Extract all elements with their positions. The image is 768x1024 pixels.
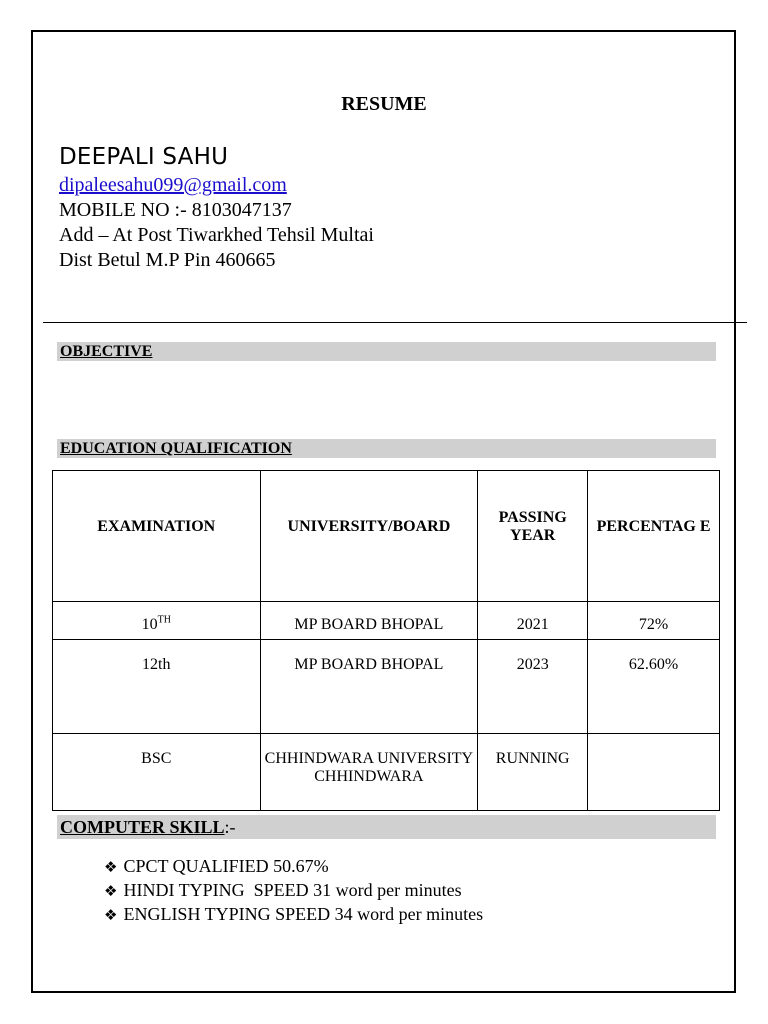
header-university-board: UNIVERSITY/BOARD — [260, 471, 478, 602]
email-link[interactable]: dipaleesahu099@gmail.com — [59, 174, 287, 196]
list-item — [104, 903, 483, 927]
cell-year: RUNNING — [478, 734, 588, 811]
cell-board: MP BOARD BHOPAL — [260, 602, 478, 640]
skill-text: HINDI TYPING SPEED 31 word per minutes — [123, 880, 462, 900]
table-row — [53, 640, 720, 734]
header-passing-year: PASSING YEAR — [478, 471, 588, 602]
list-item — [104, 879, 483, 903]
cell-year: 2023 — [478, 640, 588, 734]
exam-superscript: TH — [157, 614, 171, 626]
diamond-bullet-icon: ❖ — [104, 858, 118, 876]
header-percentage: PERCENTAG E — [588, 471, 720, 602]
education-table — [52, 470, 720, 811]
table-row — [53, 734, 720, 811]
objective-heading — [57, 342, 716, 361]
cell-board: MP BOARD BHOPAL — [260, 640, 478, 734]
address-line-2: Dist Betul M.P Pin 460665 — [59, 249, 276, 271]
document-title: RESUME — [341, 93, 427, 115]
skills-list — [104, 855, 483, 927]
mobile-number: MOBILE NO :- 8103047137 — [59, 199, 292, 221]
address-line-1: Add – At Post Tiwarkhed Tehsil Multai — [59, 224, 374, 246]
cell-exam — [53, 602, 261, 640]
computer-skill-heading-text: COMPUTER SKILL — [60, 817, 225, 837]
cell-percent: 62.60% — [588, 640, 720, 734]
cell-board: CHHINDWARA UNIVERSITY CHHINDWARA — [260, 734, 478, 811]
skill-text: ENGLISH TYPING SPEED 34 word per minutes — [123, 904, 484, 924]
cell-percent — [588, 734, 720, 811]
computer-skill-heading-suffix: :- — [224, 817, 236, 837]
list-item — [104, 855, 483, 879]
table-row — [53, 602, 720, 640]
education-heading-text: EDUCATION QUALIFICATION — [60, 440, 292, 457]
header-divider — [43, 322, 747, 323]
header-examination: EXAMINATION — [53, 471, 261, 602]
candidate-name: DEEPALI SAHU — [59, 144, 229, 170]
table-header-row — [53, 471, 720, 602]
computer-skill-heading — [57, 815, 716, 839]
cell-exam: 12th — [53, 640, 261, 734]
cell-percent: 72% — [588, 602, 720, 640]
objective-heading-text: OBJECTIVE — [60, 343, 153, 360]
exam-text: 10 — [141, 616, 158, 633]
diamond-bullet-icon: ❖ — [104, 882, 118, 900]
education-heading — [57, 439, 716, 458]
cell-exam: BSC — [53, 734, 261, 811]
cell-year: 2021 — [478, 602, 588, 640]
diamond-bullet-icon: ❖ — [104, 906, 118, 924]
skill-text: CPCT QUALIFIED 50.67% — [123, 856, 329, 876]
